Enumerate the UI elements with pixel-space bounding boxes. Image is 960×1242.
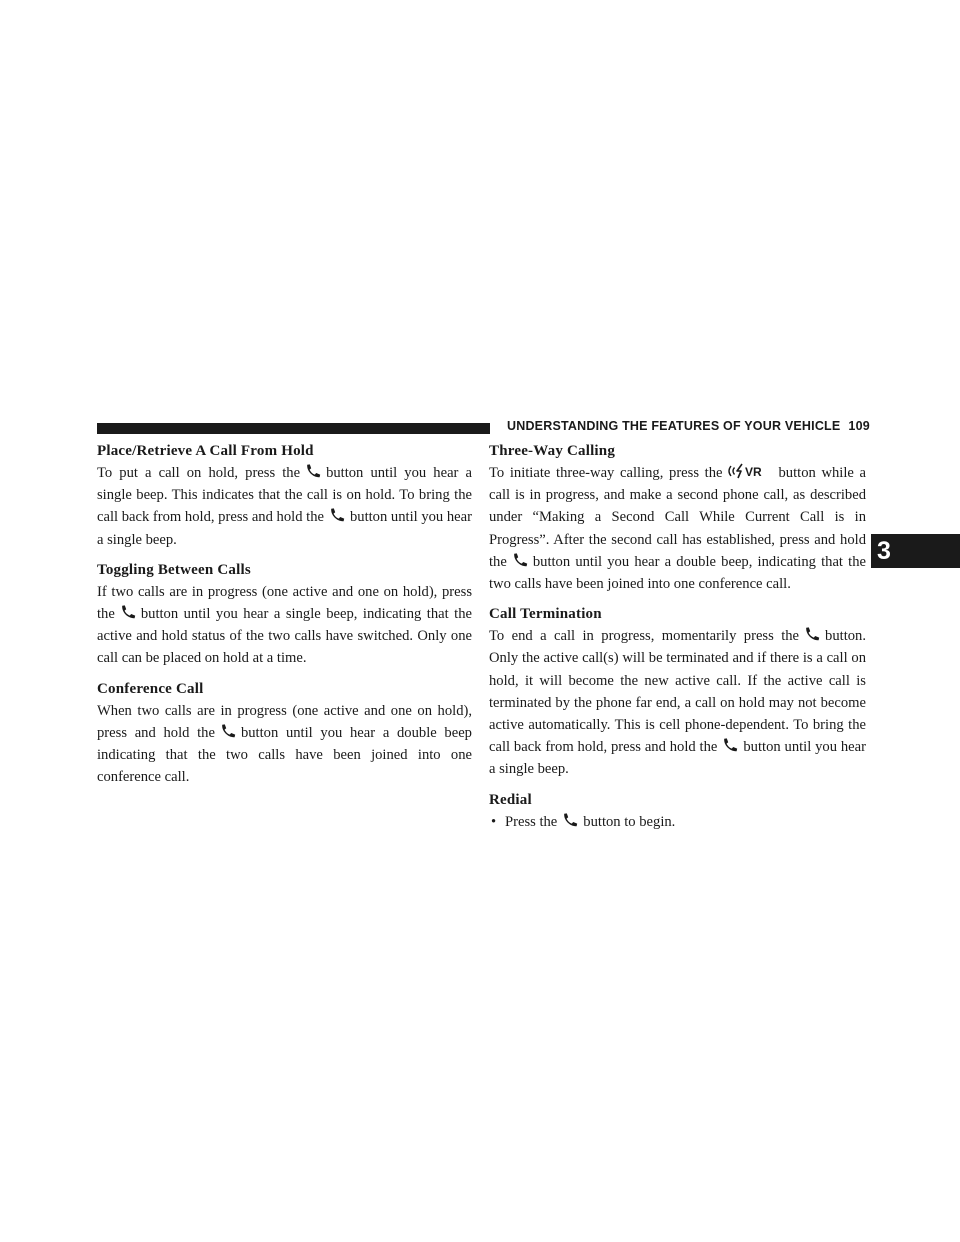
- list-item: [489, 811, 866, 833]
- heading-termination: Call Termination: [489, 606, 602, 623]
- section-three-way: [489, 442, 866, 595]
- running-header: [507, 419, 870, 433]
- paragraph-conference: [97, 700, 472, 789]
- section-toggle: [97, 561, 472, 670]
- phone-icon: [118, 605, 138, 619]
- heading-hold: Place/Retrieve A Call From Hold: [97, 443, 314, 459]
- paragraph-hold: [97, 462, 472, 551]
- text: button to begin.: [583, 813, 676, 830]
- left-column: [97, 442, 472, 798]
- text: button until you hear a single beep, indicating that the active and hold status of the two calls have switched. Only one call can be placed on hold at a time.: [97, 606, 472, 667]
- text: button until you hear a double beep indicating that the two calls have been joined into one conference call.: [97, 724, 472, 786]
- text: To put a call on hold, press the: [97, 465, 301, 481]
- phone-icon: [218, 724, 238, 738]
- heading-conference: Conference Call: [97, 680, 204, 697]
- text: To end a call in progress, momentarily press the: [489, 628, 800, 645]
- text: button until you hear a single beep.: [97, 509, 472, 548]
- text: If two calls are in progress (one active and one on hold), press the: [97, 583, 472, 623]
- chapter-tab: 3: [871, 534, 960, 568]
- text: When two calls are in progress (one active and one on hold), press and hold the: [97, 702, 472, 741]
- paragraph-three-way: [489, 462, 866, 595]
- voice-recognition-icon: [726, 463, 778, 479]
- section-termination: [489, 605, 866, 780]
- page-number: 109: [848, 419, 870, 433]
- text: button until you hear a single beep. This indicates that the call is on hold. To bring the call back from hold, press and hold the: [97, 465, 472, 526]
- section-redial: [489, 791, 866, 833]
- phone-icon: [510, 553, 530, 567]
- text: Press the: [505, 813, 558, 830]
- section-conference: [97, 680, 472, 789]
- section-hold: [97, 442, 472, 551]
- heading-toggle: Toggling Between Calls: [97, 561, 251, 578]
- heading-redial: Redial: [489, 791, 532, 808]
- text: button until you hear a single beep.: [489, 739, 866, 778]
- header-title: UNDERSTANDING THE FEATURES OF YOUR VEHICLE: [507, 419, 841, 433]
- heading-three-way: Three-Way Calling: [489, 443, 616, 459]
- text: button. Only the active call(s) will be terminated and if there is a call on hold, it will become the new active call. If the active call is terminated by the phone far end, a call on hold may not become active automatically. This is cell phone-dependent. To bring the call back from hold, press and hold the: [489, 628, 866, 756]
- right-column: [489, 442, 866, 843]
- text: button while a call is in progress, and make a second phone call, as described under “Making a Second Call While Current Call is in Progress”. After the second call has established, press and hold the: [489, 465, 866, 570]
- phone-icon: [327, 508, 347, 522]
- phone-icon: [720, 738, 740, 752]
- vr-label: VR: [744, 465, 762, 479]
- bullet: •: [491, 813, 497, 830]
- paragraph-termination: [489, 625, 866, 780]
- header-rule: [97, 423, 490, 434]
- text: To initiate three-way calling, press the: [489, 465, 723, 481]
- paragraph-toggle: [97, 581, 472, 670]
- text: button until you hear a double beep, indicating that the two calls have been joined into one conference call.: [489, 553, 866, 593]
- phone-icon: [802, 627, 822, 641]
- redial-list: [489, 811, 866, 833]
- phone-icon: [303, 464, 323, 478]
- phone-icon: [560, 813, 580, 827]
